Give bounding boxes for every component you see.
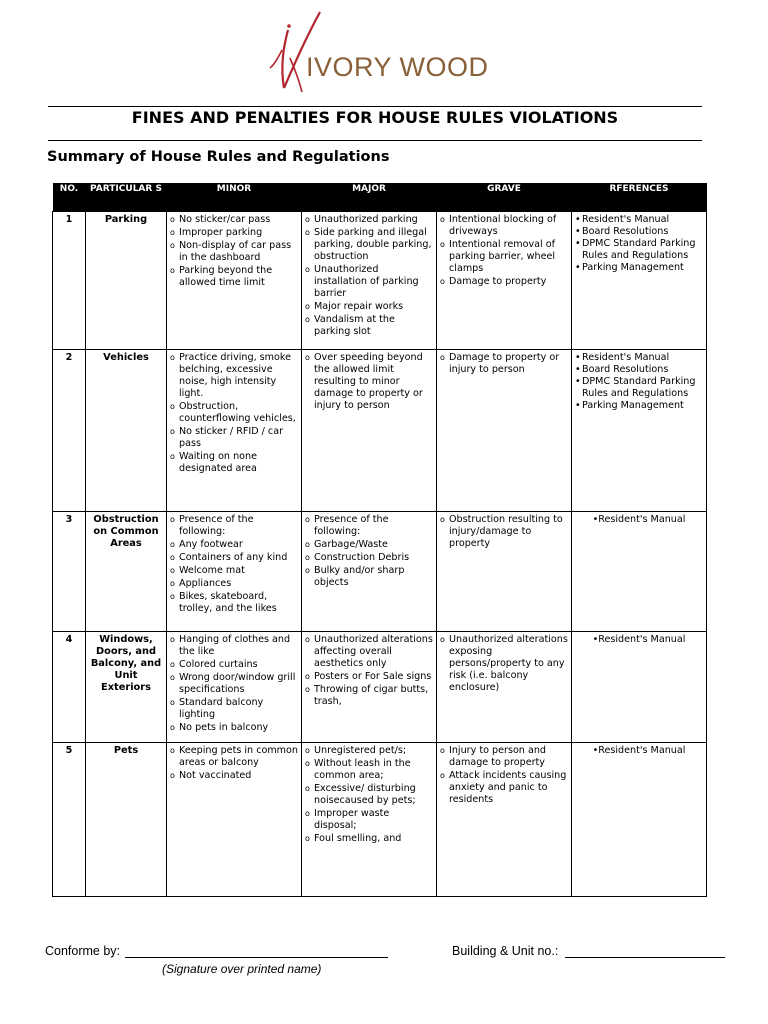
- list-item: o No sticker/car pass: [170, 214, 298, 226]
- list-item: o Unauthorized installation of parking barrier: [305, 264, 433, 300]
- list-item: o Improper parking: [170, 227, 298, 239]
- list-item: o Keeping pets in common areas or balcony: [170, 745, 298, 769]
- major-cell: [302, 512, 437, 632]
- list-item: o Presence of the following:: [305, 514, 433, 538]
- list-item: o Attack incidents causing anxiety and panic to residents: [440, 770, 568, 806]
- minor-cell: [167, 350, 302, 512]
- header-grave: GRAVE: [437, 183, 572, 212]
- row-no: 1: [53, 212, 86, 350]
- minor-cell: [167, 743, 302, 897]
- header-references: RFERENCES: [572, 183, 707, 212]
- major-cell: [302, 743, 437, 897]
- grave-cell: [437, 743, 572, 897]
- list-item: o Improper waste disposal;: [305, 808, 433, 832]
- major-cell: [302, 212, 437, 350]
- list-item: o Injury to person and damage to property: [440, 745, 568, 769]
- row-particular: Parking: [86, 212, 167, 350]
- list-item: o Obstruction, counterflowing vehicles,: [170, 401, 298, 425]
- list-item: o Garbage/Waste: [305, 539, 433, 551]
- grave-cell: [437, 632, 572, 743]
- list-item: o Waiting on none designated area: [170, 451, 298, 475]
- list-item: o Bikes, skateboard, trolley, and the likes: [170, 591, 298, 615]
- minor-cell: [167, 512, 302, 632]
- references-cell: [572, 632, 707, 743]
- ivory-wood-logo: [262, 10, 512, 105]
- list-item: • DPMC Standard Parking Rules and Regulations: [575, 376, 703, 400]
- row-particular: Vehicles: [86, 350, 167, 512]
- list-item: o Obstruction resulting to injury/damage to property: [440, 514, 568, 550]
- list-item: o Damage to property: [440, 276, 568, 288]
- references-cell: [572, 512, 707, 632]
- list-item: o Side parking and illegal parking, double parking, obstruction: [305, 227, 433, 263]
- references-cell: [572, 212, 707, 350]
- list-item: o Posters or For Sale signs: [305, 671, 433, 683]
- grave-cell: [437, 350, 572, 512]
- list-item: o Unregistered pet/s;: [305, 745, 433, 757]
- list-item: • Resident's Manual: [575, 514, 703, 526]
- row-no: 5: [53, 743, 86, 897]
- list-item: • Parking Management: [575, 400, 703, 412]
- list-item: o No pets in balcony: [170, 722, 298, 734]
- list-item: • Resident's Manual: [575, 214, 703, 226]
- title-rule-top: [48, 106, 702, 107]
- list-item: o Bulky and/or sharp objects: [305, 565, 433, 589]
- row-no: 3: [53, 512, 86, 632]
- list-item: • DPMC Standard Parking Rules and Regulations: [575, 238, 703, 262]
- table-row: [53, 632, 707, 743]
- unit-label: Building & Unit no.:: [452, 944, 559, 958]
- list-item: o Practice driving, smoke belching, excessive noise, high intensity light.: [170, 352, 298, 400]
- list-item: o Construction Debris: [305, 552, 433, 564]
- list-item: • Resident's Manual: [575, 634, 703, 646]
- table-header-row: [53, 183, 707, 212]
- list-item: o Any footwear: [170, 539, 298, 551]
- list-item: o Not vaccinated: [170, 770, 298, 782]
- list-item: • Resident's Manual: [575, 352, 703, 364]
- list-item: o Wrong door/window grill specifications: [170, 672, 298, 696]
- list-item: o Colored curtains: [170, 659, 298, 671]
- minor-cell: [167, 632, 302, 743]
- logo-wordmark: IVORY WOOD: [306, 52, 489, 82]
- list-item: • Parking Management: [575, 262, 703, 274]
- header-particulars: PARTICULAR S: [86, 183, 167, 212]
- major-cell: [302, 350, 437, 512]
- grave-cell: [437, 212, 572, 350]
- list-item: o Foul smelling, and: [305, 833, 433, 845]
- table-row: [53, 350, 707, 512]
- table-row: [53, 743, 707, 897]
- list-item: • Resident's Manual: [575, 745, 703, 757]
- list-item: o Damage to property or injury to person: [440, 352, 568, 376]
- row-particular: Pets: [86, 743, 167, 897]
- row-no: 2: [53, 350, 86, 512]
- header-no: NO.: [53, 183, 86, 212]
- list-item: o Appliances: [170, 578, 298, 590]
- section-subtitle: Summary of House Rules and Regulations: [47, 149, 390, 165]
- conforme-label: Conforme by:: [45, 944, 121, 958]
- list-item: • Board Resolutions: [575, 364, 703, 376]
- unit-number-line[interactable]: [565, 957, 725, 958]
- list-item: o Intentional removal of parking barrier, wheel clamps: [440, 239, 568, 275]
- list-item: o Without leash in the common area;: [305, 758, 433, 782]
- list-item: o Intentional blocking of driveways: [440, 214, 568, 238]
- signature-note: (Signature over printed name): [162, 962, 322, 976]
- list-item: o Unauthorized alterations exposing persons/property to any risk (i.e. balcony enclosure): [440, 634, 568, 694]
- list-item: o Welcome mat: [170, 565, 298, 577]
- row-particular: Obstruction on Common Areas: [86, 512, 167, 632]
- references-cell: [572, 350, 707, 512]
- list-item: o Major repair works: [305, 301, 433, 313]
- conforme-signature-line[interactable]: [125, 957, 388, 958]
- list-item: o Excessive/ disturbing noisecaused by pets;: [305, 783, 433, 807]
- list-item: o Parking beyond the allowed time limit: [170, 265, 298, 289]
- table-row: [53, 512, 707, 632]
- list-item: o Unauthorized alterations affecting overall aesthetics only: [305, 634, 433, 670]
- table-row: [53, 212, 707, 350]
- list-item: o Throwing of cigar butts, trash,: [305, 684, 433, 708]
- rules-table: [52, 183, 707, 897]
- minor-cell: [167, 212, 302, 350]
- list-item: o Containers of any kind: [170, 552, 298, 564]
- list-item: o Hanging of clothes and the like: [170, 634, 298, 658]
- row-no: 4: [53, 632, 86, 743]
- list-item: o Unauthorized parking: [305, 214, 433, 226]
- list-item: o Vandalism at the parking slot: [305, 314, 433, 338]
- page-title: FINES AND PENALTIES FOR HOUSE RULES VIOLATIONS: [131, 108, 619, 127]
- list-item: o No sticker / RFID / car pass: [170, 426, 298, 450]
- references-cell: [572, 743, 707, 897]
- list-item: o Non-display of car pass in the dashboard: [170, 240, 298, 264]
- grave-cell: [437, 512, 572, 632]
- list-item: o Presence of the following:: [170, 514, 298, 538]
- row-particular: Windows, Doors, and Balcony, and Unit Exteriors: [86, 632, 167, 743]
- list-item: o Over speeding beyond the allowed limit resulting to minor damage to property or injury to person: [305, 352, 433, 412]
- list-item: • Board Resolutions: [575, 226, 703, 238]
- major-cell: [302, 632, 437, 743]
- list-item: o Standard balcony lighting: [170, 697, 298, 721]
- title-rule-bottom: [48, 140, 702, 141]
- header-major: MAJOR: [302, 183, 437, 212]
- header-minor: MINOR: [167, 183, 302, 212]
